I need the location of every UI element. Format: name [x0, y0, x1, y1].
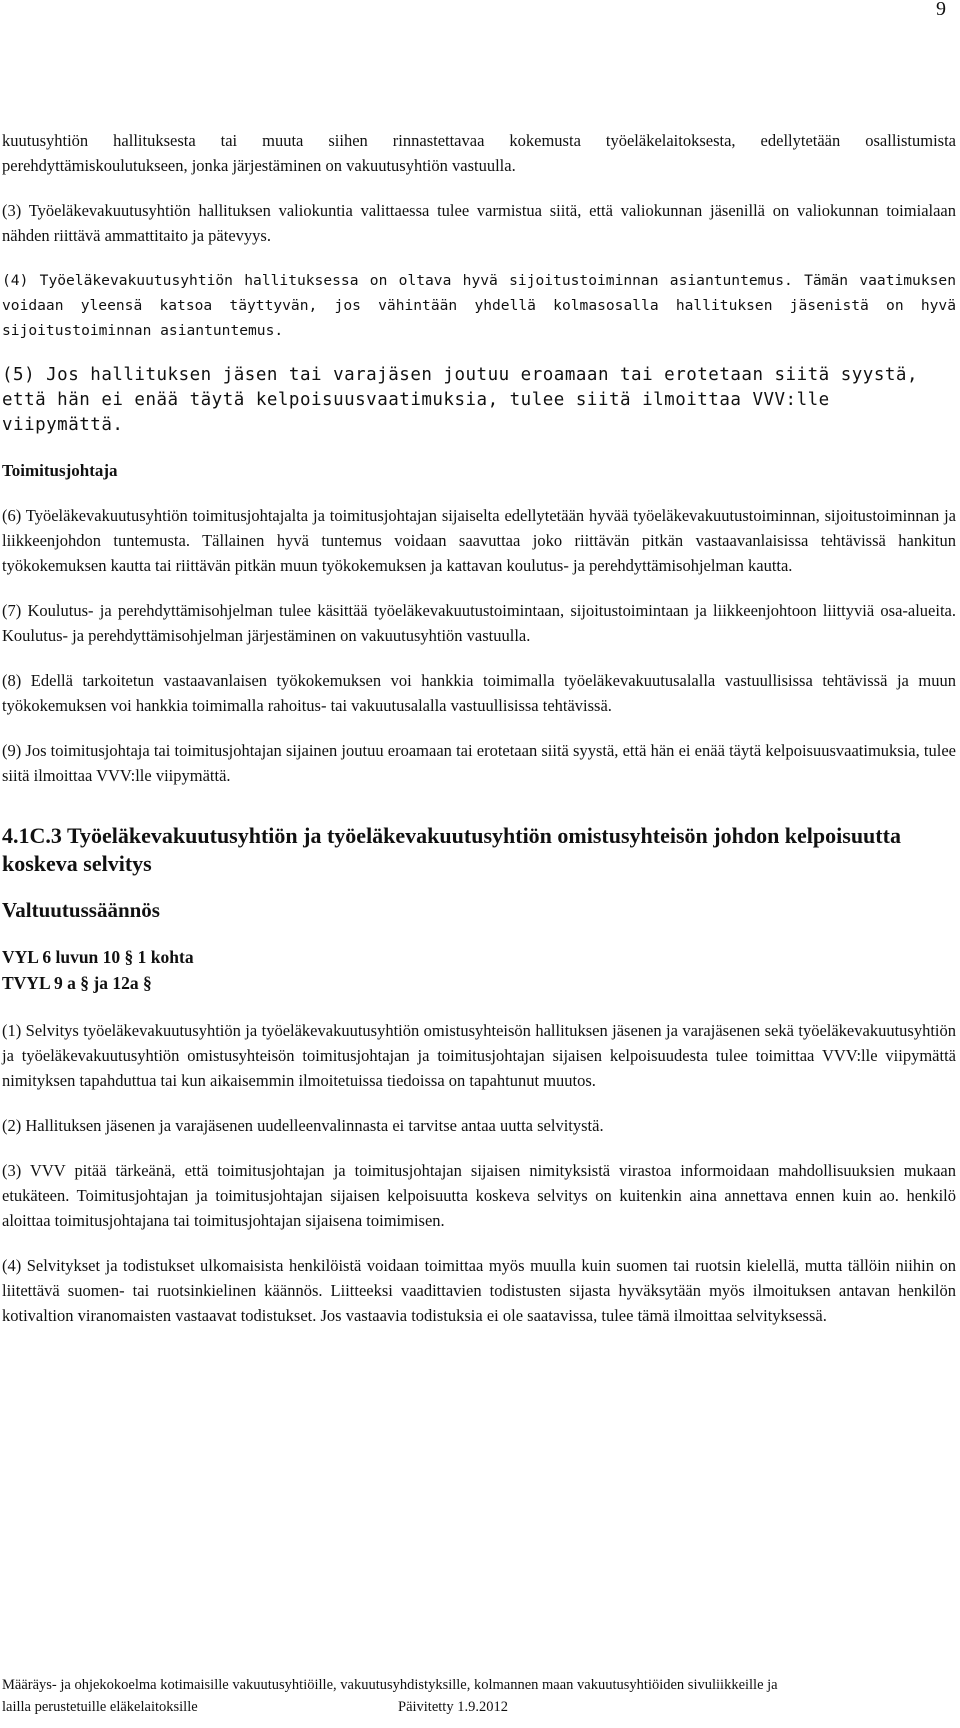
subheading-valtuutussaannos: Valtuutussäännös: [2, 898, 160, 922]
paragraph-b1: (1) Selvitys työeläkevakuutusyhtiön ja työeläkevakuutusyhtiön omistusyhteisön hallituksen jäsenen ja varajäsenen sekä työeläkevakuutusyhtiön ja työeläkevakuutusyhtiön omistusyhteisön toimitusjohtajan ja toimitusjohtajan sijaisen kelpoisuudesta tulee toimittaa VVV:lle viipymättä nimityksen tapahduttua tai kun aikaisemmin ilmoitetuissa tiedoissa on tapahtunut muutos.: [2, 1021, 956, 1090]
footer-updated-date: Päivitetty 1.9.2012: [398, 1699, 508, 1715]
paragraph: kuutusyhtiön hallituksesta tai muuta siihen rinnastettavaa kokemusta työeläkelaitoksesta, edellytetään osallistumista perehdyttämiskoulutukseen, jonka järjestäminen on vakuutusyhtiön vastuulla.: [2, 131, 956, 175]
footer-line-1: Määräys- ja ohjekokoelma kotimaisille vakuutusyhtiöille, vakuutusyhdistyksille, kolmannen maan vakuutusyhtiöiden sivuliikkeille ja: [2, 1677, 778, 1693]
footer-line-2: [2, 1696, 956, 1718]
paragraph-4: (4) Työeläkevakuutusyhtiön hallituksessa on oltava hyvä sijoitustoiminnan asiantuntemus. Tämän vaatimuksen voidaan yleensä katsoa täyttyvän, jos vähintään yhdellä kolmasosalla hallituksen jäsenistä on hyvä sijoitustoiminnan asiantuntemus.: [2, 272, 956, 339]
legal-references: [2, 944, 956, 996]
paragraph-3: (3) Työeläkevakuutusyhtiön hallituksen valiokuntia valittaessa tulee varmistua siitä, että valiokunnan jäsenillä on valiokunnan toimialaan nähden riittävä ammattitaito ja pätevyys.: [2, 201, 956, 245]
paragraph-5: (5) Jos hallituksen jäsen tai varajäsen joutuu eroamaan tai erotetaan siitä syystä, että hän ei enää täytä kelpoisuusvaatimuksia, tulee siitä ilmoittaa VVV:lle viipymättä.: [2, 365, 918, 435]
reference-line: VYL 6 luvun 10 § 1 kohta: [2, 947, 194, 967]
paragraph-6: (6) Työeläkevakuutusyhtiön toimitusjohtajalta ja toimitusjohtajan sijaiselta edellytetään hyvää työeläkevakuutustoiminnan, sijoitustoiminnan ja liikkeenjohdon tuntemusta. Tällainen hyvä tuntemus voidaan saavuttaa joko riittävän pitkän vastaavanlaisissa tehtävissä hankitun työkokemuksen kautta tai riittävän pitkän muun työkokemuksen ja kattavan koulutus- ja perehdyttämisohjelman kautta.: [2, 506, 956, 575]
page-footer: [2, 1674, 956, 1718]
reference-line: TVYL 9 a § ja 12a §: [2, 973, 152, 993]
section-heading: 4.1C.3 Työeläkevakuutusyhtiön ja työeläkevakuutusyhtiön omistusyhteisön johdon kelpoisuutta koskeva selvitys: [2, 823, 901, 876]
footer-publisher: lailla perustetuille eläkelaitoksille: [2, 1699, 198, 1715]
paragraph-8: (8) Edellä tarkoitetun vastaavanlaisen työkokemuksen voi hankkia toimimalla työeläkevakuutusalalla vastuullisissa tehtävissä ja muun työkokemuksen voi hankkia toimimalla rahoitus- tai vakuutusalalla vastuullisissa tehtävissä.: [2, 671, 956, 715]
paragraph-b2: (2) Hallituksen jäsenen ja varajäsenen uudelleenvalinnasta ei tarvitse antaa uutta selvitystä.: [2, 1116, 604, 1135]
paragraph-9: (9) Jos toimitusjohtaja tai toimitusjohtajan sijainen joutuu eroamaan tai erotetaan siitä syystä, että hän ei enää täytä kelpoisuusvaatimuksia, tulee siitä ilmoittaa VVV:lle viipymättä.: [2, 741, 956, 785]
paragraph-b3: (3) VVV pitää tärkeänä, että toimitusjohtajan ja toimitusjohtajan sijaisen nimityksistä virastoa informoidaan mahdollisuuksien mukaan etukäteen. Toimitusjohtajan ja toimitusjohtajan sijaisen kelpoisuutta koskeva selvitys on kuitenkin aina annettava ennen kuin ao. henkilö aloittaa toimitusjohtajana tai toimitusjohtajan sijaisena toimimisen.: [2, 1161, 956, 1230]
page-number-text: 9: [936, 0, 946, 20]
paragraph-7: (7) Koulutus- ja perehdyttämisohjelman tulee käsittää työeläkevakuutustoimintaan, sijoitustoimintaan ja liikkeenjohtoon liittyviä osa-alueita. Koulutus- ja perehdyttämisohjelman järjestäminen on vakuutusyhtiön vastuulla.: [2, 601, 956, 645]
paragraph-b4: (4) Selvitykset ja todistukset ulkomaisista henkilöistä voidaan toimittaa myös muulla kuin suomen tai ruotsin kielellä, mutta tällöin niihin on liitettävä suomen- tai ruotsinkielinen käännös. Liitteeksi vaadittavien todistusten sijasta hyväksytään myös ilmoituksen antavan henkilön kotivaltion viranomaisten vastaavat todistukset. Jos vastaavia todistuksia ei ole saatavissa, tulee tämä ilmoittaa selvityksessä.: [2, 1256, 956, 1325]
document-body: [2, 128, 956, 1348]
section-subtitle-toimitusjohtaja: Toimitusjohtaja: [2, 461, 118, 480]
